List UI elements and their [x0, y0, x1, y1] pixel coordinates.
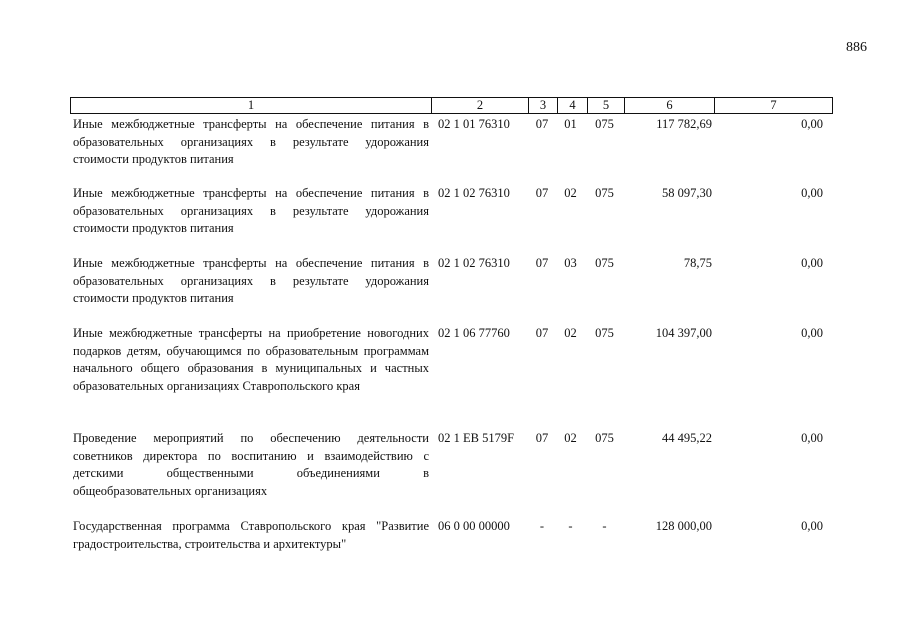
row-col-5: 075 — [595, 117, 614, 131]
row-code: 02 1 06 77760 — [438, 326, 510, 340]
row-col-4: 03 — [564, 256, 577, 270]
row-col-3: 07 — [535, 186, 549, 200]
row-name: Государственная программа Ставропольского края "Развитие градостроительства, строительства и архитектуры" — [73, 519, 429, 551]
row-amount: 117 782,69 — [656, 117, 712, 131]
row-amount: 128 000,00 — [655, 519, 712, 533]
row-code: 02 1 01 76310 — [438, 117, 510, 131]
row-code: 02 1 EB 5179F — [438, 431, 515, 445]
row-col-7: 0,00 — [801, 519, 823, 533]
header-col-4: 4 — [557, 98, 587, 113]
row-name: Иные межбюджетные трансферты на приобретение новогодних подарков детям, обучающимся по образовательным программам начального общего образования в муниципальных и частных образовательных организациях Ставропольского края — [73, 326, 429, 393]
row-col-7: 0,00 — [801, 186, 823, 200]
page-number: 886 — [846, 40, 867, 55]
row-name: Иные межбюджетные трансферты на обеспечение питания в образовательных организациях в результате удорожания стоимости продуктов питания — [73, 117, 429, 166]
row-col-3: 07 — [535, 326, 549, 340]
row-col-4: 02 — [564, 186, 577, 200]
row-code: 06 0 00 00000 — [438, 519, 510, 533]
row-col-3: 07 — [535, 117, 549, 131]
row-col-5: 075 — [595, 326, 614, 340]
header-col-6: 6 — [624, 98, 714, 113]
row-amount: 44 495,22 — [662, 431, 712, 445]
row-col-7: 0,00 — [801, 431, 823, 445]
row-col-4: - — [568, 519, 573, 533]
row-col-5: 075 — [595, 431, 614, 445]
row-col-7: 0,00 — [801, 256, 823, 270]
row-col-7: 0,00 — [801, 117, 823, 131]
row-col-5: 075 — [595, 256, 614, 270]
row-col-7: 0,00 — [801, 326, 823, 340]
row-name: Иные межбюджетные трансферты на обеспечение питания в образовательных организациях в результате удорожания стоимости продуктов питания — [73, 186, 429, 235]
row-name: Проведение мероприятий по обеспечению деятельности советников директора по воспитанию и взаимодействию с детскими общественными объединениями в общеобразовательных организациях — [73, 431, 429, 498]
header-col-1: 1 — [247, 98, 255, 112]
row-col-3: - — [539, 519, 545, 533]
row-amount: 104 397,00 — [655, 326, 712, 340]
row-col-5: - — [602, 519, 607, 533]
row-amount: 58 097,30 — [662, 186, 712, 200]
header-col-5: 5 — [587, 98, 624, 113]
row-col-4: 02 — [564, 431, 577, 445]
row-col-4: 01 — [564, 117, 577, 131]
table-header — [70, 97, 833, 114]
header-col-3: 3 — [528, 98, 557, 113]
row-col-5: 075 — [595, 186, 614, 200]
header-col-7: 7 — [714, 98, 832, 113]
header-col-2: 2 — [431, 98, 528, 113]
row-col-3: 07 — [535, 256, 549, 270]
row-name: Иные межбюджетные трансферты на обеспечение питания в образовательных организациях в результате удорожания стоимости продуктов питания — [73, 256, 429, 305]
row-col-3: 07 — [535, 431, 549, 445]
row-col-4: 02 — [564, 326, 577, 340]
row-amount: 78,75 — [683, 256, 712, 270]
row-code: 02 1 02 76310 — [438, 256, 510, 270]
row-code: 02 1 02 76310 — [438, 186, 510, 200]
